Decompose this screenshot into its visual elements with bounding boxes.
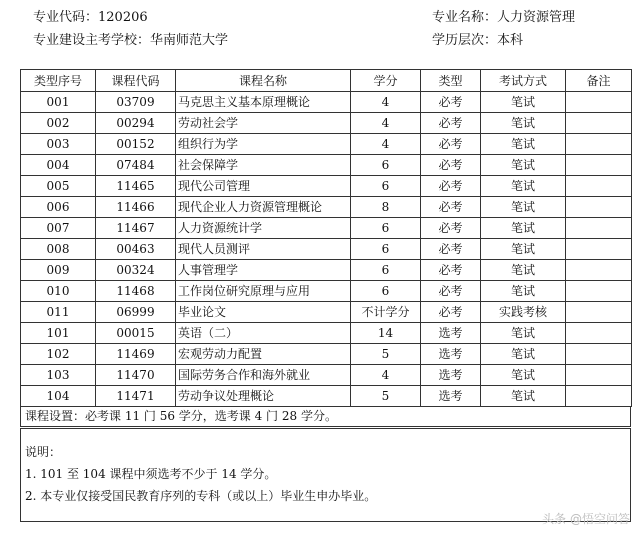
cell-type-no: 002 [21, 113, 96, 134]
col-header-exam-method: 考试方式 [481, 70, 566, 92]
cell-exam-method: 实践考核 [481, 302, 566, 323]
cell-exam-method: 笔试 [481, 113, 566, 134]
cell-remarks [566, 281, 632, 302]
cell-course-code: 00294 [96, 113, 176, 134]
cell-remarks [566, 176, 632, 197]
cell-credits: 5 [351, 344, 421, 365]
table-header-row [21, 70, 632, 92]
table-row [21, 365, 632, 386]
cell-exam-method: 笔试 [481, 218, 566, 239]
cell-credits: 不计学分 [351, 302, 421, 323]
table-row [21, 134, 632, 155]
cell-course-name: 现代人员测评 [176, 239, 351, 260]
cell-credits: 14 [351, 323, 421, 344]
cell-credits: 6 [351, 176, 421, 197]
cell-type-no: 007 [21, 218, 96, 239]
cell-type-no: 103 [21, 365, 96, 386]
cell-exam-method: 笔试 [481, 239, 566, 260]
cell-course-code: 11469 [96, 344, 176, 365]
cell-credits: 6 [351, 155, 421, 176]
cell-credits: 8 [351, 197, 421, 218]
cell-course-name: 现代公司管理 [176, 176, 351, 197]
table-row [21, 92, 632, 113]
cell-course-code: 00324 [96, 260, 176, 281]
cell-course-code: 11466 [96, 197, 176, 218]
cell-course-name: 马克思主义基本原理概论 [176, 92, 351, 113]
cell-course-name: 宏观劳动力配置 [176, 344, 351, 365]
cell-course-code: 00015 [96, 323, 176, 344]
cell-course-name: 人事管理学 [176, 260, 351, 281]
cell-credits: 6 [351, 239, 421, 260]
cell-course-code: 11467 [96, 218, 176, 239]
cell-type: 必考 [421, 176, 481, 197]
cell-course-code: 00152 [96, 134, 176, 155]
cell-course-code: 06999 [96, 302, 176, 323]
cell-exam-method: 笔试 [481, 260, 566, 281]
watermark: 头条 @悟空问答 [542, 512, 630, 526]
table-row [21, 113, 632, 134]
cell-exam-method: 笔试 [481, 365, 566, 386]
cell-type: 必考 [421, 92, 481, 113]
notes-title: 说明： [25, 445, 62, 459]
cell-credits: 4 [351, 113, 421, 134]
cell-credits: 6 [351, 218, 421, 239]
cell-credits: 6 [351, 260, 421, 281]
table-row [21, 155, 632, 176]
cell-exam-method: 笔试 [481, 323, 566, 344]
cell-type-no: 003 [21, 134, 96, 155]
cell-type-no: 004 [21, 155, 96, 176]
cell-remarks [566, 365, 632, 386]
cell-type-no: 104 [21, 386, 96, 407]
course-summary: 课程设置：必考课 11 门 56 学分，选考课 4 门 28 学分。 [20, 406, 631, 427]
cell-exam-method: 笔试 [481, 386, 566, 407]
cell-course-name: 国际劳务合作和海外就业 [176, 365, 351, 386]
cell-type-no: 010 [21, 281, 96, 302]
cell-type: 必考 [421, 197, 481, 218]
cell-type: 必考 [421, 239, 481, 260]
cell-course-name: 劳动社会学 [176, 113, 351, 134]
cell-type: 必考 [421, 134, 481, 155]
cell-course-name: 毕业论文 [176, 302, 351, 323]
cell-type: 选考 [421, 386, 481, 407]
cell-course-code: 00463 [96, 239, 176, 260]
cell-type: 选考 [421, 365, 481, 386]
table-row [21, 344, 632, 365]
cell-type-no: 011 [21, 302, 96, 323]
col-header-credits: 学分 [351, 70, 421, 92]
cell-course-name: 组织行为学 [176, 134, 351, 155]
major-code: 专业代码：120206 [33, 10, 148, 25]
cell-course-code: 11470 [96, 365, 176, 386]
cell-remarks [566, 155, 632, 176]
cell-course-name: 现代企业人力资源管理概论 [176, 197, 351, 218]
col-header-type: 类型 [421, 70, 481, 92]
cell-exam-method: 笔试 [481, 176, 566, 197]
col-header-type-no: 类型序号 [21, 70, 96, 92]
cell-remarks [566, 134, 632, 155]
cell-credits: 4 [351, 365, 421, 386]
cell-type-no: 101 [21, 323, 96, 344]
table-row [21, 323, 632, 344]
cell-remarks [566, 92, 632, 113]
col-header-course-code: 课程代码 [96, 70, 176, 92]
course-table [20, 69, 632, 407]
cell-type: 必考 [421, 155, 481, 176]
cell-remarks [566, 260, 632, 281]
cell-remarks [566, 323, 632, 344]
cell-type-no: 102 [21, 344, 96, 365]
cell-type-no: 008 [21, 239, 96, 260]
table-row [21, 239, 632, 260]
cell-course-name: 工作岗位研究原理与应用 [176, 281, 351, 302]
notes-section [20, 428, 631, 522]
cell-exam-method: 笔试 [481, 344, 566, 365]
cell-credits: 5 [351, 386, 421, 407]
table-row [21, 386, 632, 407]
cell-course-name: 劳动争议处理概论 [176, 386, 351, 407]
cell-remarks [566, 113, 632, 134]
cell-type: 必考 [421, 113, 481, 134]
cell-remarks [566, 386, 632, 407]
cell-type: 必考 [421, 260, 481, 281]
cell-course-code: 07484 [96, 155, 176, 176]
cell-exam-method: 笔试 [481, 92, 566, 113]
cell-course-code: 11465 [96, 176, 176, 197]
table-row [21, 302, 632, 323]
cell-remarks [566, 197, 632, 218]
cell-type-no: 006 [21, 197, 96, 218]
table-row [21, 176, 632, 197]
note-item-1: 1. 101 至 104 课程中须选考不少于 14 学分。 [25, 467, 277, 481]
cell-course-name: 社会保障学 [176, 155, 351, 176]
cell-type: 必考 [421, 281, 481, 302]
cell-remarks [566, 344, 632, 365]
cell-course-code: 03709 [96, 92, 176, 113]
cell-credits: 4 [351, 134, 421, 155]
table-row [21, 218, 632, 239]
cell-course-code: 11471 [96, 386, 176, 407]
table-row [21, 260, 632, 281]
cell-exam-method: 笔试 [481, 155, 566, 176]
cell-credits: 4 [351, 92, 421, 113]
cell-exam-method: 笔试 [481, 281, 566, 302]
table-row [21, 281, 632, 302]
cell-credits: 6 [351, 281, 421, 302]
table-row [21, 197, 632, 218]
cell-course-name: 人力资源统计学 [176, 218, 351, 239]
cell-remarks [566, 302, 632, 323]
col-header-remarks: 备注 [566, 70, 632, 92]
cell-type: 必考 [421, 218, 481, 239]
cell-type-no: 009 [21, 260, 96, 281]
cell-course-code: 11468 [96, 281, 176, 302]
cell-type: 选考 [421, 344, 481, 365]
cell-remarks [566, 218, 632, 239]
cell-type: 选考 [421, 323, 481, 344]
cell-type: 必考 [421, 302, 481, 323]
note-item-2: 2. 本专业仅接受国民教育序列的专科（或以上）毕业生申办毕业。 [25, 489, 377, 503]
education-level: 学历层次：本科 [432, 33, 524, 48]
cell-exam-method: 笔试 [481, 134, 566, 155]
cell-type-no: 005 [21, 176, 96, 197]
col-header-course-name: 课程名称 [176, 70, 351, 92]
cell-course-name: 英语（二） [176, 323, 351, 344]
cell-remarks [566, 239, 632, 260]
cell-exam-method: 笔试 [481, 197, 566, 218]
host-school: 专业建设主考学校：华南师范大学 [33, 33, 229, 48]
major-name: 专业名称：人力资源管理 [432, 10, 576, 25]
cell-type-no: 001 [21, 92, 96, 113]
